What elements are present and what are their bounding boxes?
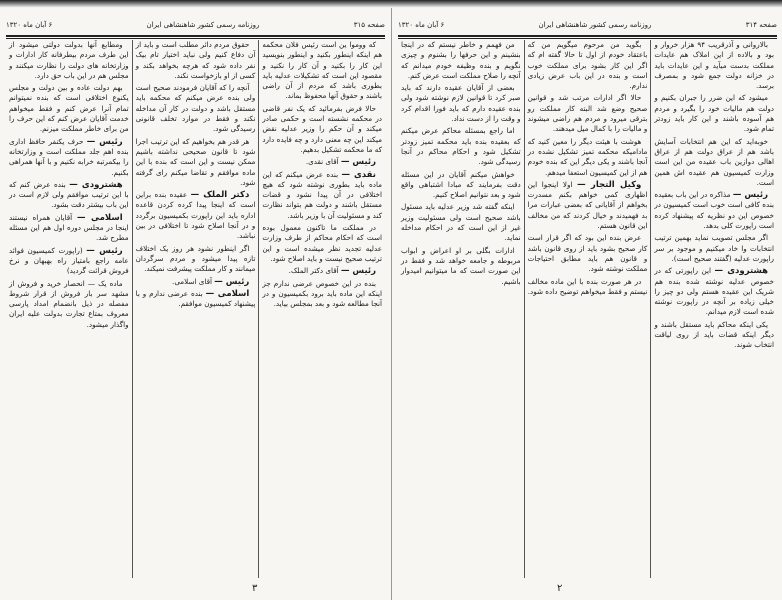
paragraph <box>136 40 256 81</box>
text-column <box>524 40 651 578</box>
paragraph-text: که ووموا ین است رئیس فلان محکمه هم اینکه اینطور بکنید و اینطور بنویسید این کار را بکنید و آن کار را نکنید و مقصود این است که تشکیلات عدلیه باید بطوری باشد که مردم از آن راضی باشند و حقوق آنها محفوظ بماند. <box>262 40 382 101</box>
paragraph-text: مذاکره در این باب بعقیده بنده کافی است خوب است کمیسیون در خصوص این دو نظریه که پیشنهاد کرده است راپورت کلی بدهد. <box>654 190 774 231</box>
paragraph <box>654 320 774 351</box>
paragraph <box>9 180 129 211</box>
paragraph-text: آقای دکتر الملک. <box>288 266 339 276</box>
text-column <box>398 40 524 578</box>
page-number: صفحه ۳۱۴ <box>745 21 777 29</box>
paragraph <box>262 266 382 276</box>
paragraph-text: هر قدر هم بخواهیم که این ترتیب اجرا شود تا قانون صحیحی نداشته باشیم ممکن نیست و این است که بنده با این ماده موافقم و تقاضا میکنم رای گرفته شود. <box>135 136 256 187</box>
speaker-name: هشترودی — <box>69 179 123 190</box>
paragraph-text: اگر اینطور نشود هر روز یک اختلاف تازه پیدا میشود و مردم سرگردان میمانند و کار مملکت پیشرفت نمیکند. <box>135 243 256 274</box>
paragraph-text: یکی اینکه محاکم باید مستقل باشند و دیگر اینکه قضات باید از روی لیاقت انتخاب شوند. <box>654 319 774 350</box>
text-column <box>132 40 259 578</box>
issue-date: ۶ آبان ماه ۱۳۲۰ <box>398 21 445 29</box>
paragraph <box>401 202 521 243</box>
paragraph <box>654 93 774 134</box>
paragraph <box>528 137 648 178</box>
paragraph <box>401 246 521 287</box>
paragraph-text: حقوق مردم دائر مطلب است و باید از آن دفاع کنیم ولی نباید اختیار تام بیک نفر داده شود که هرچه بخواهد بکند و کسی از او بازخواست نکند. <box>135 40 256 80</box>
page-header <box>6 18 385 32</box>
paragraph <box>136 83 256 134</box>
paragraph-text: هوشت با هیئت دیگر را معین کنید که مادامیکه محکمه تمیز تشکیل نشده در آنجا باشند و یکی دیگر این که بنده خودم هم از این کمیسیون استعفا میدهم. <box>527 136 648 177</box>
speaker-name: رئیس — <box>340 266 376 277</box>
paragraph <box>401 83 521 124</box>
paragraph-text: این راپورتی که در خصوص عدلیه نوشته شده بنده هم شریک این عقیده هستم ولی دو چیز را خیلی زیاده بر آنچه در راپورت نوشته شده است لازم میدانم. <box>654 266 774 317</box>
speaker-name: اسلامی — <box>205 288 250 299</box>
paragraph-text: در هر صورت بنده با این ماده مخالف نیستم و فقط میخواهم توضیح داده شود. <box>527 276 648 296</box>
paragraph <box>136 137 256 188</box>
text-column <box>258 40 385 578</box>
footer-mark: ۲ <box>557 583 563 594</box>
speaker-name: رئیس — <box>340 157 376 168</box>
right-page <box>391 8 782 600</box>
columns <box>6 40 385 578</box>
paragraph-text: (راپورت کمیسیون فوائد عامه راجع بامتیاز راه بهبهان و نرخ فروش قرائت گردید) <box>8 245 129 276</box>
text-column <box>650 40 777 578</box>
left-page <box>0 8 391 600</box>
paragraph-text: اولا اینجوا این اظهاری کمی خواهم بکنم مسدرت بخواهم از آقایانی که بعضی عبارات مرا بد فهمیدند و خیال کردند که من مخالف این قانون هستم. <box>527 179 648 231</box>
paragraph-text: اینکه گفته شد وزیر عدلیه باید مسئول باشد صحیح است ولی مسئولیت وزیر غیر از این است که در احکام مداخله نماید. <box>400 202 521 243</box>
header-rule <box>398 35 777 39</box>
text-column <box>6 40 132 578</box>
newspaper-title: روزنامه رسمی کشور شاهنشاهی ایران <box>538 21 652 29</box>
paragraph <box>528 180 648 231</box>
paragraph <box>262 40 382 102</box>
paragraph-text: عرض بنده این بود که اگر قرار است کار صحیح بشود باید از روی قانون باشد و قانون هم باید مطابق احتیاجات مملکت نوشته شود. <box>527 233 648 274</box>
paragraph <box>654 40 774 91</box>
paragraph-text: آنچه را که آقایان فرمودند صحیح است ولی بنده عرض میکنم که محکمه باید مستقل باشد و دولت در کار آن مداخله نکند و فقط در موارد تخلف قانونی رسیدگی شود. <box>135 83 256 134</box>
paragraph <box>654 233 774 264</box>
paragraph <box>262 170 382 221</box>
paragraph-text: بنده عرض میکنم که این ماده باید بطوری نوشته شود که هیچ اختلافی در آن پیدا نشود و قضات مستقل باشند و دولت هم بتواند نظارت کند و مسئولیت آن با وزیر باشد. <box>262 169 382 220</box>
paragraph-text: حالا فرض بفرمائید که یک نفر قاضی در محکمه نشسته است و حکمی صادر میکند و آن حکم را وزیر عدلیه نقض میکند این چه معنی دارد و چه فایده دارد که ما محکمه تشکیل بدهیم. <box>262 103 382 154</box>
paragraph <box>262 157 382 167</box>
paragraph <box>654 137 774 188</box>
page-header <box>398 18 777 32</box>
paragraph <box>9 137 129 178</box>
paragraph-text: خوبه‌اید که این هم انتخابات آسایش باشد هم از عراق دولت هم از عراق اهالی دوازین باب عقیده من این است وزارت کمیسیون هم عقیده اش همین است. <box>654 136 774 187</box>
paragraph <box>654 190 774 231</box>
paragraph <box>401 40 521 81</box>
paragraph-text: بهم دولت عاده و بین دولت و مجلس یکنوع اختلافی است که بنده نمیتوانم تمام آنرا عرض کنم و فقط میخواهم خدمت آقایان عرض کنم که این حرف را من برای خاطر مملکت میزنم. <box>8 83 129 134</box>
paragraph <box>9 40 129 81</box>
speaker-name: رئیس — <box>732 190 768 201</box>
columns <box>398 40 777 578</box>
paragraph-text: بنده در این خصوص عرضی ندارم جز اینکه این ماده باید برود بکمیسیون و در آنجا مطالعه شود و بعد بمجلس بیاید. <box>262 278 382 309</box>
paragraph-text: حرف یکنفر حافظ اداری بنده اهم جلد مملکت است و وزارتخانه را بیکمرتبه خرابه نکنیم و با آنها همراهی بکنیم. <box>8 136 129 177</box>
paragraph <box>528 233 648 274</box>
speaker-name: دکتر الملک — <box>190 190 250 201</box>
paragraph <box>528 93 648 134</box>
paragraph-text: ومطابع آنها بدولت دولتی میشود از این طرف مردم بیطرفانه کار ادارات و وزارتخانه های دولت را نظارت میکنند و مجلس هم در این باب حق دارد. <box>8 40 129 80</box>
paragraph-text: ماده یک — انحصار خرید و فروش از مشهد سر بار فروش از قرار شروط مفصله در ذیل بانضمام امداد پارسی معروف بمتاع تجارت بدولت علیه ایران واگذار میشود. <box>8 278 129 329</box>
paragraph-text: اگر مجلس تصویب نماید بهمین ترتیب انتخابات وا خاد میکنیم و موجود بر سر راپورت عدلیه (گفتند صحیح است). <box>654 233 774 263</box>
paragraph-text: بنده عرضی ندارم و با پیشنهاد کمیسیون موافقم. <box>135 288 256 309</box>
paragraph-text: بعضی از آقایان عقیده دارند که باید صبر کرد تا قوانین لازم نوشته شود ولی بنده عقیده دارم که باید فورا اقدام کرد و وقت را از دست نداد. <box>400 83 521 124</box>
paragraph <box>528 277 648 298</box>
newspaper-title: روزنامه رسمی کشور شاهنشاهی ایران <box>146 21 260 29</box>
footer-mark: ۳ <box>252 583 258 594</box>
speaker-name: نقدی — <box>341 169 376 180</box>
paragraph <box>262 223 382 264</box>
paragraph <box>262 279 382 310</box>
paragraph-text: بنده عرض کنم که با این ترتیب موافقم ولی لازم است در این باب بیشتر دقت بشود. <box>8 179 129 210</box>
paragraph <box>136 244 256 275</box>
speaker-name: اسلامی — <box>77 212 123 223</box>
paragraph-text: حالا اگر ادارات مرتب شد و قوانین صحیح وضع شد البته کار مملکت رو بترقی میرود و مردم هم راضی میشوند و مالیات را با کمال میل میدهند. <box>527 93 648 134</box>
paragraph-text: اما راجع بمسئله محاکم عرض میکنم که بعقیده بنده باید محکمه تمیز زودتر تشکیل شود و احکام محاکم در آنجا رسیدگی شود. <box>400 126 521 167</box>
paragraph <box>9 213 129 244</box>
paragraph <box>136 190 256 241</box>
paragraph-text: عقیده بنده براین است که اینجا پیدا کرده کردن قاعده اداره باید این راپورت بکمیسیون برگردد و در آنجا اصلاح شود تا اختلافی در بین نباشد. <box>135 190 256 241</box>
paragraph-text: ادارات بگلی بر او اعراض و ابواب مربوطه و جامعه خواهد شد و فقط در این صورت است که ما میتوانیم امیدوار باشیم. <box>400 245 521 286</box>
paragraph-text: بالاروانی و آذرقریب ۹۴ هزار خروار و بود و بالاده از این املاک هم عایدات مملکت بدست میآید و این عایدات باید در خزانه دولت جمع شود و بمصرف برسد. <box>654 40 774 91</box>
issue-date: ۶ آبان ماه ۱۳۲۰ <box>6 21 53 29</box>
paragraph-text: در مملکت ما تاکنون معمول بوده است که احکام محاکم از طرف وزارت عدلیه تجدید نظر میشده است و این ترتیب صحیح نیست و باید اصلاح شود. <box>262 223 382 263</box>
paragraph <box>9 83 129 134</box>
paragraph <box>528 40 648 91</box>
paragraph <box>262 104 382 155</box>
paragraph <box>9 279 129 330</box>
paragraph-text: من فهمم و خاطر نیستم که در اینجا بنشینم و این حرفها را بشنوم و چیزی نگویم و بنده وظیفه خودم میدانم که آنچه را صلاح مملکت است عرض کنم. <box>400 40 521 80</box>
paragraph <box>401 170 521 201</box>
paragraph <box>654 266 774 317</box>
speaker-name: رئیس — <box>86 136 123 147</box>
paragraph <box>136 289 256 310</box>
paragraph-text: بگوید من مرحوم میگویم من که باعتقاد خودم از اول تا حالا گفته ام که اگر این کار بشود برای مملکت خوب است و بنده در این باب عرض زیادی ندارم. <box>527 40 648 91</box>
paragraph-text: آقای اسلامی. <box>172 276 212 286</box>
paragraph-text: میشود که این ضرر را جبران بکنیم و دولت هم مالیات خود را بگیرد و مردم هم آسوده باشند و این کار باید زودتر تمام شود. <box>654 93 774 134</box>
paragraph <box>401 126 521 167</box>
paragraph-text: آقای نقدی. <box>305 157 339 167</box>
page-number: صفحه ۳۱۵ <box>353 21 385 29</box>
paragraph-text: خواهش میکنم آقایان در این مسئله دقت بفرمایند که مبادا اشتباهی واقع شود و بعد نتوانیم اصلاح کنیم. <box>400 169 521 200</box>
speaker-name: هشترودی — <box>714 266 768 277</box>
paragraph <box>9 246 129 277</box>
header-rule <box>6 35 385 39</box>
paragraph <box>136 277 256 287</box>
scan-edge-shadow <box>0 0 782 8</box>
speaker-name: رئیس — <box>214 276 250 287</box>
speaker-name: وکیل التجار — <box>577 179 642 190</box>
speaker-name: رئیس — <box>86 245 123 256</box>
paragraph-text: آقایان همراه نیستند اینجا در مجلس دوره اول هم این مسئله مطرح شد. <box>8 212 129 243</box>
